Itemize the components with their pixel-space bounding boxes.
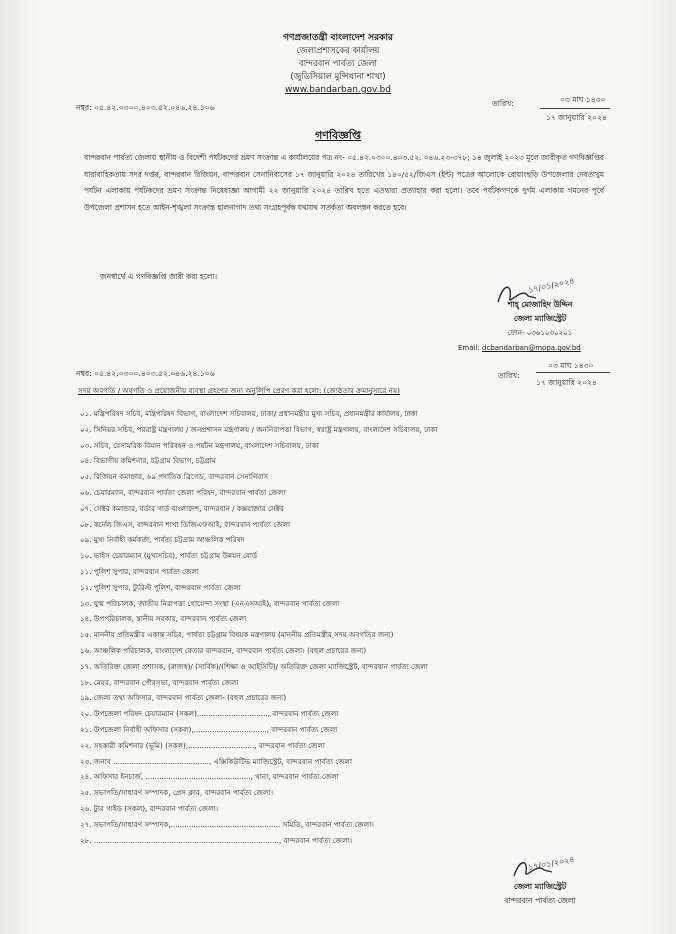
- distribution-item: ০৪. বিভাগীয় কমিশনার, চট্টগ্রাম বিভাগ, চট্টগ্রাম: [80, 456, 216, 466]
- distribution-item: ১৯. জেলা তথ্য অফিসার, বান্দরবান পার্বত্য জেলা- (বহুল প্রচারের জন্য): [80, 693, 287, 703]
- distribution-item: ২১. উপজেলা নির্বাহী অফিসার (সকল),................................, বান্দরবান পার্বত্য জেলা: [80, 724, 338, 734]
- distribution-item: ১৫. মাননীয় প্রতিমন্ত্রীর একান্ত সচিব, পার্বত্য চট্টগ্রাম বিষয়ক মন্ত্রণালয় (মাননীয় প্রতিমন্ত্রীর সদয় অবগতির জন্য): [80, 630, 394, 640]
- distribution-item: ১০. ভাইস চেয়ারম্যান (মুখ্যসচিব), পার্বত্য চট্টগ্রাম উন্নয়ন বোর্ড: [80, 551, 258, 561]
- distribution-item: ২০. উপজেলা পরিষদ চেয়ারম্যান (সকল),.............................., বান্দরবান পার্বত্য জেলা: [80, 709, 339, 719]
- distribution-item: ২৩. জনাব .........................................., এক্সিকিউটিভ ম্যাজিস্ট্রেট, বান্দরবান পার্বত্য জেলা: [80, 756, 353, 766]
- signature2-designation: জেলা ম্যাজিস্ট্রেট: [513, 882, 567, 891]
- distribution-item: ০৮. কর্নেল জিএস, বান্দরবান শাখা ডিজিএফআই, বান্দরবান পার্বত্য জেলা: [80, 519, 291, 529]
- distribution-number: নম্বর: ০৫.৪২.০৩০০.৪০৩.৫২.০৪৬.২৪.১০৬: [76, 369, 215, 378]
- distribution-item: ২৬. ট্যুর গাইড (সকল), বান্দরবান পার্বত্য জেলা।: [80, 803, 219, 813]
- distribution-item: ০৬. চেয়ারম্যান, বান্দরবান পার্বত্য জেলা পরিষদ, বান্দরবান পার্বত্য জেলা: [80, 487, 286, 497]
- distribution-item: ২৭. সভাপতি/সাধারণ সম্পাদক,................................................ সমিতি, বান্দরবান পার্বত্য জেলা।: [80, 819, 374, 829]
- distribution-date-divider: [536, 372, 610, 373]
- distribution-item: ০৫. রিজিয়ন কমান্ডার, ৬৯ পদাতিক ব্রিগেড, বান্দরবান সেনানিবাস: [80, 472, 269, 482]
- distribution-item: ০১. মন্ত্রিপরিষদ সচিব, মন্ত্রিপরিষদ বিভাগ, বাংলাদেশ সচিবালয়, ঢাকা/ প্রধানমন্ত্রীর মুখ্য সচিব, প্রধানমন্ত্রীর কার্যালয়, ঢাকা: [80, 409, 418, 418]
- distribution-item: ২২. সহকারী কমিশনার (ভূমি) (সকল),............................., বান্দরবান পার্বত্য জেলা: [80, 740, 325, 750]
- signatory-email-row: [458, 344, 581, 352]
- distribution-item: ০৭. সেক্টর কমান্ডার, বর্ডার গার্ড বাংলাদেশ, বান্দরবান / কক্সবাজার সেক্টর: [80, 503, 284, 513]
- distribution-item: ১৭. অতিরিক্ত জেলা প্রশাসক, (রাজস্ব)/ (সার্বিক)/(শিক্ষা ও আইসিটি)/ অতিরিক্ত জেলা ম্যাজিস্ট্রেট, বান্দরবান পার্বত্য জেলা: [80, 661, 428, 671]
- distribution-item: ০৩. সচিব, বেসামরিক বিমান পরিবহন ও পর্যটন মন্ত্রণালয়, বাংলাদেশ সচিবালয়, ঢাকা: [80, 440, 319, 450]
- government-name: গণপ্রজাতন্ত্রী বাংলাদেশ সরকার: [283, 33, 393, 43]
- signature2-block: [470, 880, 610, 908]
- distribution-date-english: ১৭ জানুয়ারি ২০২৪: [536, 378, 597, 387]
- memo-date-label: তারিখ:: [492, 99, 514, 108]
- memo-number: নম্বর: ০৫.৪২.০৩০০.৪০৩.৫২.০৪৬.২৪.১০৬: [76, 103, 215, 112]
- notice-body: বান্দরবান পার্বত্য জেলায় স্থানীয় ও বিদেশী পর্যটকদের ভ্রমণ সংক্রান্ত এ কার্যালয়ের পত্র নং- ০৫.৪২.০৩০০.৪০৩.৫২. ০৪৬.২৩-৩৭৮; ১৪ জুলাই ২০২৩ মূলে জারীকৃত গণবিজ্ঞপ্তির ধারাবাহিকতায় সদর দপ্তর, বান্দরবান রিজিয়ন, বান্দরবান সেনানিবাসের ১৭ জানুয়ারি ২০২৪ তারিখের ১৪০/৫২/জিএস (ইন্ট) পত্রের আলোকে রোয়াংছড়ি উপজেলার দেবতাখুম পর্যটন এলাকায় পর্যটকদের ভ্রমণ সংক্রান্ত নিষেধাজ্ঞা আগামী ২২ জানুয়ারি ২০২৪ তারিখ হতে এতদ্বারা প্রত্যাহার করা হলো। তবে পর্যটকগণকে দুর্গম এলাকায় গমনের পূর্বে উপজেলা প্রশাসন হতে আইন-শৃঙ্খলা সংক্রান্ত হালনাগাদ তথ্য সংগ্রহপূর্বক যথাযথ সতর্কতা অবলম্বন করতে হবে।: [84, 153, 604, 212]
- distribution-item: ২৫. সভাপতি/সাধারণ সম্পাদক, প্রেস ক্লাব, বান্দরবান পার্বত্য জেলা।: [80, 788, 274, 798]
- distribution-item: ১৮. মেয়র, বান্দরবান পৌরসভা, বান্দরবান পার্বত্য জেলা: [80, 677, 239, 687]
- signatory-designation: জেলা ম্যাজিস্ট্রেট: [513, 314, 567, 323]
- signature2-handwritten-date: ১৭/০১/২০২৪: [527, 855, 576, 873]
- notice-title: গণবিজ্ঞপ্তি: [315, 129, 361, 142]
- distribution-date-bangla: ০৩ মাঘ ১৪৩০: [548, 361, 594, 370]
- signature-handwritten-date: ১৭/০১/২০২৪: [527, 276, 576, 295]
- signatory-phone: ফোন- ০৩৬১০৩০২০১: [507, 329, 573, 337]
- email-label: Email:: [458, 344, 480, 352]
- letterhead: [0, 32, 676, 97]
- branch-name: (জুডিসিয়াল মুন্সিখানা শাখা): [290, 72, 386, 82]
- district-name: বান্দরবান পার্বত্য জেলা: [298, 59, 378, 69]
- office-name: জেলাপ্রশাসকের কার্যালয়: [296, 46, 380, 56]
- distribution-item: ০৯. মুখ্য নির্বাহী কর্মকর্তা, পার্বত্য চট্টগ্রাম আঞ্চলিক পরিষদ: [80, 535, 245, 545]
- distribution-item: ২৪. অফিসার ইনচার্জ, .............................................., থানা, বান্দরবান পার্বত্য জেলা: [80, 772, 339, 782]
- signatory-name: শাহ্ মোজাহিদ উদ্দিন: [507, 300, 573, 309]
- signature-block: [480, 298, 600, 340]
- distribution-heading: [78, 386, 400, 398]
- distribution-item: ০২. সিনিয়র সচিব, পররাষ্ট্র মন্ত্রণালয় / জনপ্রশাসন মন্ত্রণালয় / জননিরাপত্তা বিভাগ, স্বরাষ্ট্র মন্ত্রণালয়, বাংলাদেশ সচিবালয়, ঢাকা: [80, 424, 438, 434]
- distribution-item: ১৩. যুগ্ম পরিচালক, জাতীয় নিরাপত্তা গোয়েন্দা সংস্থা (এনএসআই), বান্দরবান পার্বত্য জেলা: [80, 598, 340, 608]
- distribution-item: ২৮. ................................................................................., বান্দরবান পার্বত্য জেলা।: [80, 835, 353, 845]
- distribution-item: ১৪. উপপরিচালক, স্থানীয় সরকার, বান্দরবান পার্বত্য জেলা: [80, 614, 247, 624]
- distribution-item: ১৬. আঞ্চলিক পরিচালক, বাংলাদেশ বেতার বান্দরবান, বান্দরবান পার্বত্য জেলা। (বহুল প্রচারের জন্য): [80, 645, 367, 655]
- distribution-list: [80, 406, 620, 848]
- distribution-item: ১২. পুলিশ সুপার, ট্যুরিস্ট পুলিশ, বান্দরবান পার্বত্য জেলা: [80, 582, 241, 592]
- website-link[interactable]: www.bandarban.gov.bd: [285, 85, 391, 95]
- memo-date-english: ১৭ জানুয়ারি ২০২৪: [546, 113, 607, 122]
- memo-date-bangla: ০৩ মাঘ ১৪৩০: [560, 95, 606, 104]
- distribution-item: ১১. পুলিশ সুপার, বান্দরবান পার্বত্য জেলা: [80, 566, 199, 576]
- date-divider: [540, 108, 610, 109]
- notice-closing: জনস্বার্থে এ গণবিজ্ঞপ্তি জারী করা হলো।: [100, 272, 218, 281]
- signature2-district: বান্দরবান পার্বত্য জেলা: [504, 896, 576, 905]
- email-link[interactable]: dcbandarban@mopa.gov.bd: [482, 344, 581, 352]
- distribution-date-label: তারিখ:: [498, 371, 520, 380]
- distribution-heading-text: সদয় অবগতি / অবগতি ও প্রয়োজনীয় ব্যবস্থা গ্রহণের জন্য অনুলিপি প্রেরণ করা হলো: (জ্যেষ্ঠতার ক্রমানুসারে নয়): [78, 386, 400, 395]
